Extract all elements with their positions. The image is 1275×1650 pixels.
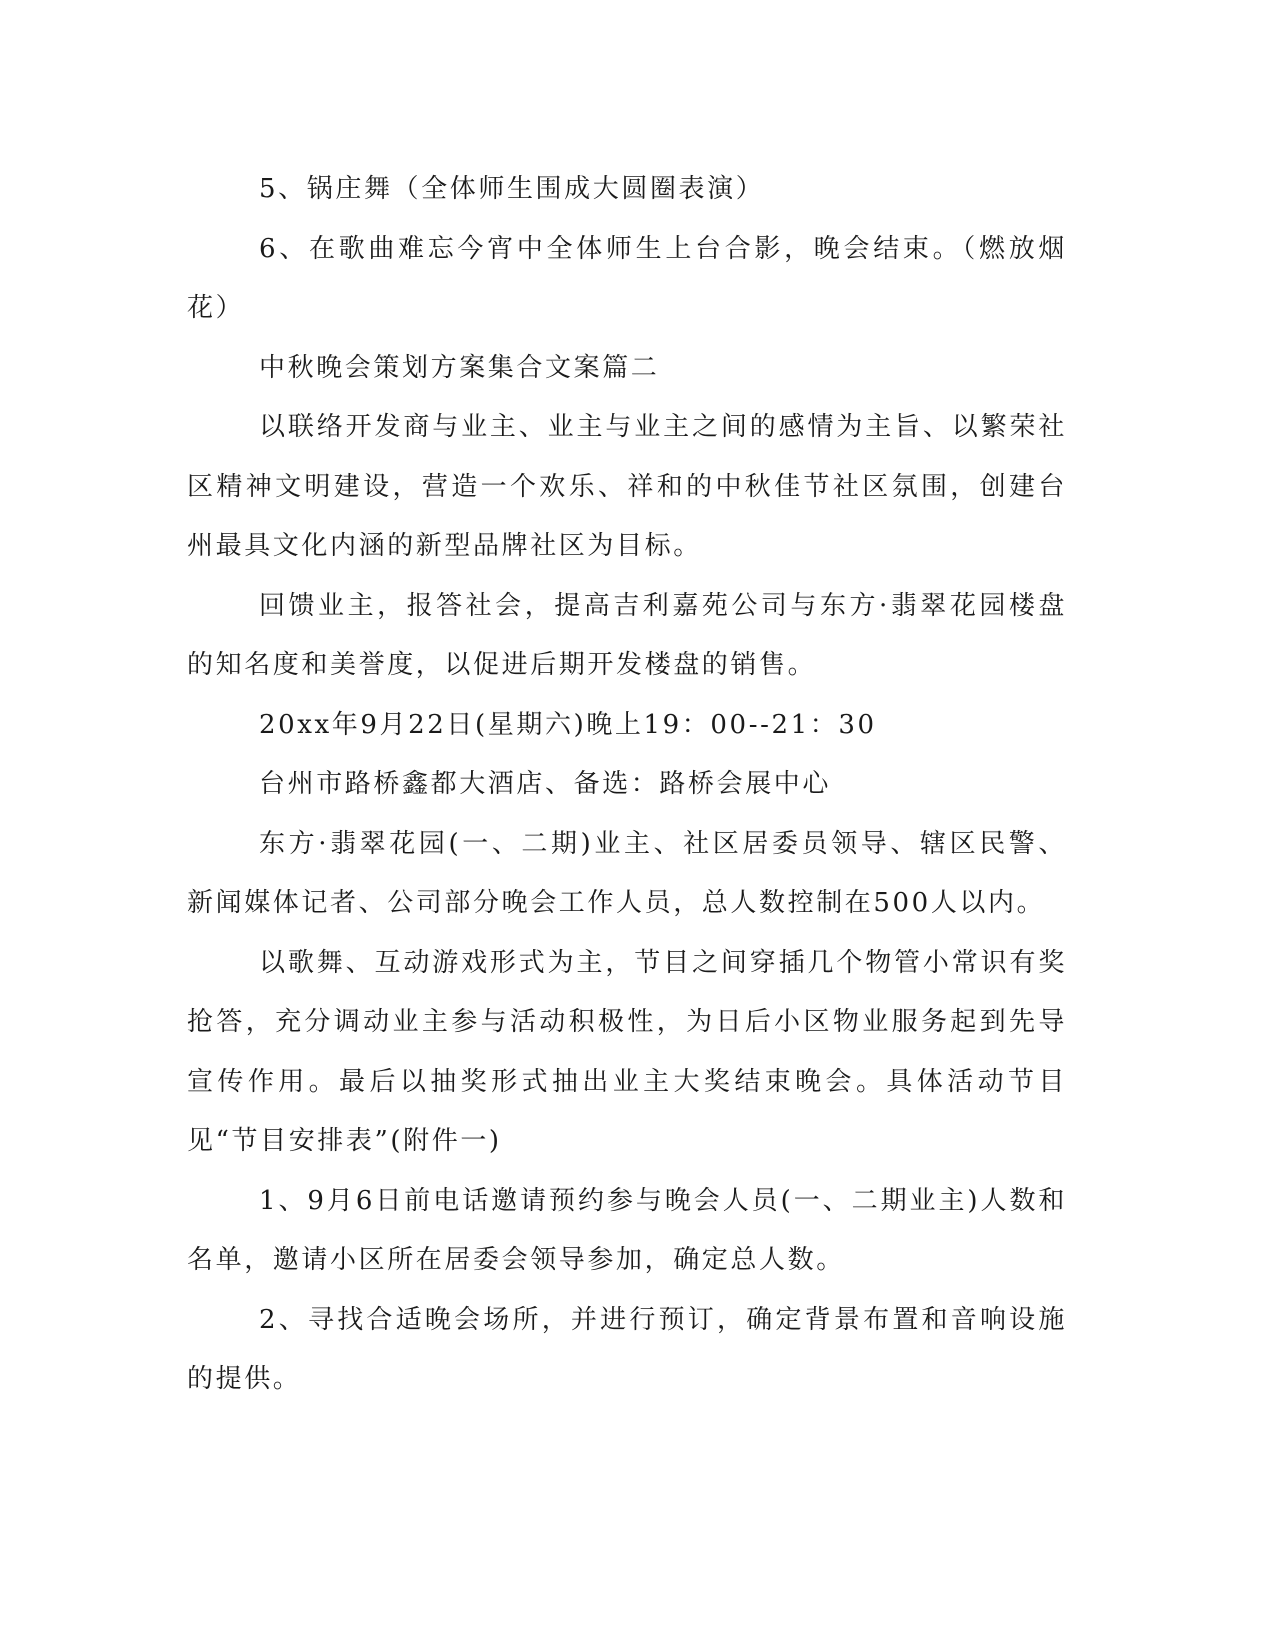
- paragraph-item-6: 6、在歌曲难忘今宵中全体师生上台合影，晚会结束。（燃放烟花）: [187, 233, 1067, 323]
- paragraph-time: 20xx年9月22日(星期六)晚上19：00--21：30: [259, 709, 877, 740]
- paragraph-attendees: 东方·翡翠花园(一、二期)业主、社区居委员领导、辖区民警、新闻媒体记者、公司部分晚会工作人员，总人数控制在500人以内。: [187, 828, 1067, 918]
- paragraph-format: 以歌舞、互动游戏形式为主，节目之间穿插几个物管小常识有奖抢答，充分调动业主参与活动积极性，为日后小区物业服务起到先导宣传作用。最后以抽奖形式抽出业主大奖结束晚会。具体活动节目见“节目安排表”(附件一): [187, 947, 1067, 1156]
- paragraph-item-5: 5、锅庄舞（全体师生围成大圆圈表演）: [259, 174, 765, 204]
- paragraph-venue: 台州市路桥鑫都大酒店、备选：路桥会展中心: [259, 769, 832, 799]
- section-heading: 中秋晚会策划方案集合文案篇二: [259, 352, 660, 383]
- document-body: [187, 160, 1067, 1410]
- paragraph-purpose: 以联络开发商与业主、业主与业主之间的感情为主旨、以繁荣社区精神文明建设，营造一个欢乐、祥和的中秋佳节社区氛围，创建台州最具文化内涵的新型品牌社区为目标。: [187, 412, 1067, 561]
- paragraph-step-2: 2、寻找合适晚会场所，并进行预订，确定背景布置和音响设施的提供。: [187, 1304, 1067, 1394]
- paragraph-goal: 回馈业主，报答社会，提高吉利嘉苑公司与东方·翡翠花园楼盘的知名度和美誉度，以促进后期开发楼盘的销售。: [187, 590, 1067, 680]
- paragraph-step-1: 1、9月6日前电话邀请预约参与晚会人员(一、二期业主)人数和名单，邀请小区所在居委会领导参加，确定总人数。: [187, 1185, 1067, 1275]
